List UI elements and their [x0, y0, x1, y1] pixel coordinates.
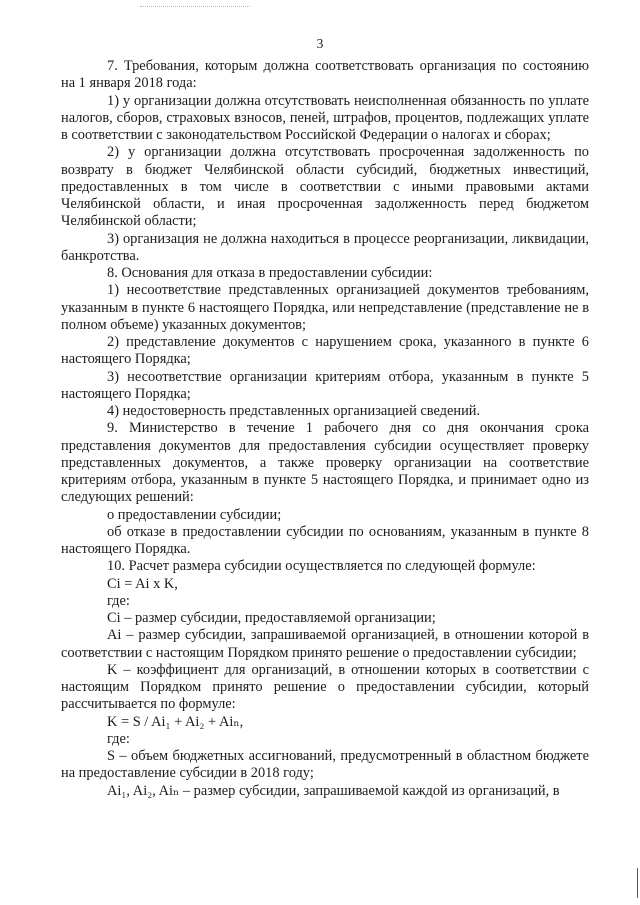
- formula-k: K = S / Ai₁ + Ai₂ + Aiₙ,: [107, 713, 244, 730]
- paragraph-7-2: 2) у организации должна отсутствовать просроченная задолженность по возврату в бюджет Челябинской области субсидий, бюджетных инвестиций, предоставленных в том числе в соответствии с иными правовыми актами Челябинской области, и иная просроченная задолженность перед бюджетом Челябинской области;: [61, 144, 589, 230]
- definition-ai-n: Ai₁, Ai₂, Aiₙ – размер субсидии, запрашиваемой каждой из организаций, в: [107, 782, 560, 799]
- paragraph-9: 9. Министерство в течение 1 рабочего дня со дня окончания срока представления документов для предоставления субсидии осуществляет проверку представленных документов, а также проверку организации на соответствие критериям отбора, указанным в пункте 5 настоящего Порядка, и принимает одно из следующих решений:: [61, 420, 589, 506]
- formula-ci: Ci = Ai x K,: [107, 575, 178, 592]
- scan-edge-mark: [637, 868, 638, 898]
- paragraph-7: 7. Требования, которым должна соответствовать организация по состоянию на 1 января 2018 года:: [61, 58, 589, 92]
- paragraph-7-1: 1) у организации должна отсутствовать неисполненная обязанность по уплате налогов, сборов, страховых взносов, пеней, штрафов, процентов, подлежащих уплате в соответствии с законодательством Российской Федерации о налогах и сборах;: [61, 92, 589, 143]
- page-number: 3: [316, 36, 324, 51]
- document-body: [61, 58, 589, 800]
- paragraph-8-2: 2) представление документов с нарушением срока, указанного в пункте 6 настоящего Порядка;: [61, 334, 589, 368]
- scan-artifact: [140, 6, 250, 8]
- paragraph-8-1: 1) несоответствие представленных организацией документов требованиям, указанным в пункте 6 настоящего Порядка, или непредставление (представление не в полном объеме) указанных документов;: [61, 282, 589, 333]
- where-label-1: где:: [107, 592, 130, 609]
- where-label-2: где:: [107, 730, 130, 747]
- paragraph-10: 10. Расчет размера субсидии осуществляется по следующей формуле:: [107, 558, 536, 575]
- paragraph-8-3: 3) несоответствие организации критериям отбора, указанным в пункте 5 настоящего Порядка;: [61, 368, 589, 402]
- definition-k: K – коэффициент для организаций, в отношении которых в соответствии с настоящим Порядком принято решение о предоставлении субсидии, который рассчитывается по формуле:: [61, 661, 589, 713]
- decision-option-grant: о предоставлении субсидии;: [107, 506, 282, 523]
- paragraph-8-4: 4) недостоверность представленных организацией сведений.: [107, 403, 481, 419]
- definition-s: S – объем бюджетных ассигнований, предусмотренный в областном бюджете на предоставление субсидии в 2018 году;: [61, 748, 589, 782]
- definition-ai: Ai – размер субсидии, запрашиваемой организацией, в отношении которой в соответствии с настоящим Порядком принято решение о предоставлении субсидии;: [61, 627, 589, 661]
- definition-ci: Ci – размер субсидии, предоставляемой организации;: [107, 610, 436, 626]
- paragraph-7-3: 3) организация не должна находиться в процессе реорганизации, ликвидации, банкротства.: [61, 230, 589, 264]
- decision-option-refuse: об отказе в предоставлении субсидии по основаниям, указанным в пункте 8 настоящего Порядка.: [61, 523, 589, 557]
- paragraph-8: 8. Основания для отказа в предоставлении субсидии:: [107, 265, 433, 281]
